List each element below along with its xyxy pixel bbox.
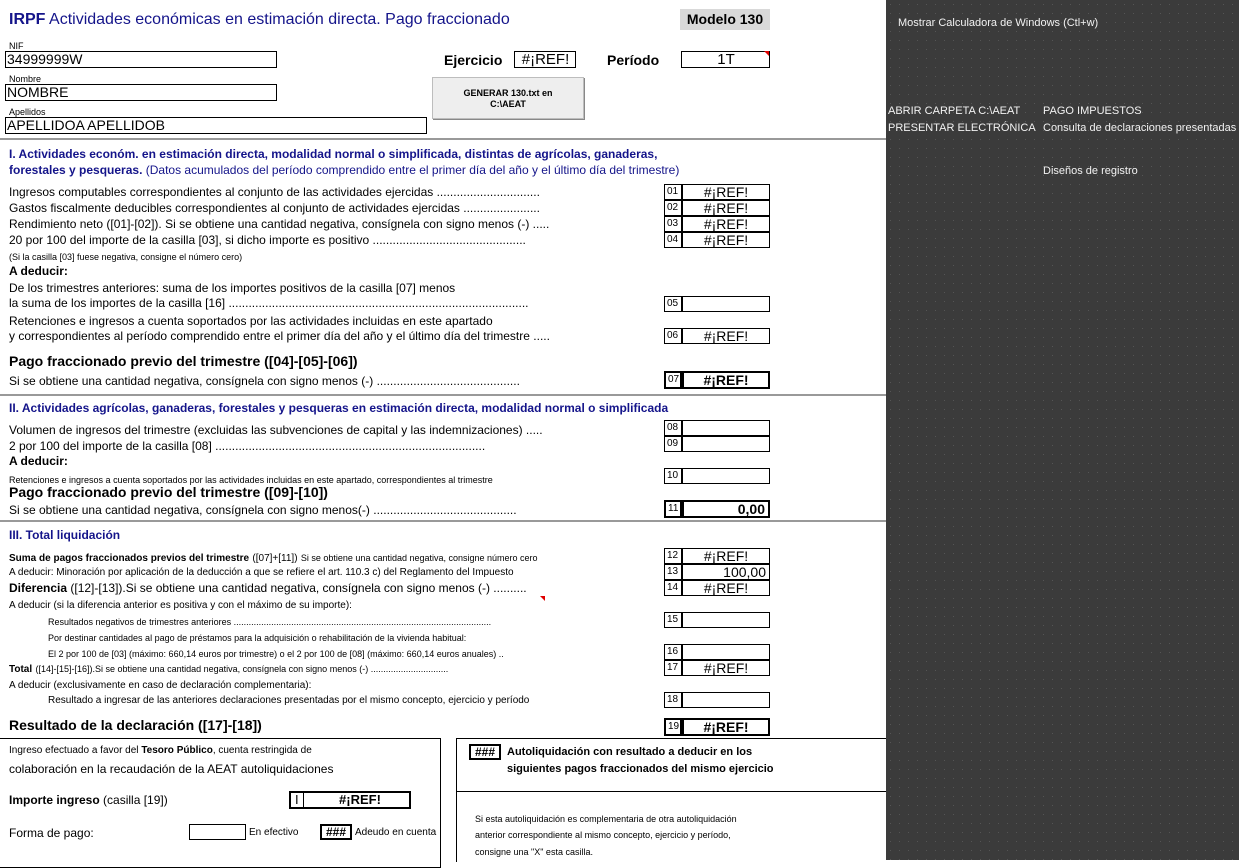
row04-note: (Si la casilla [03] fuese negativa, consigne el número cero) — [9, 252, 243, 262]
row05-label-a: De los trimestres anteriores: suma de los importes positivos de la casilla [07] menos — [9, 281, 456, 295]
row14-rest: ([12]-[13]).Si se obtiene una cantidad negativa, consígnela con signo menos (-) .......... — [70, 581, 527, 595]
autoliq-line1: Autoliquidación con resultado a deducir en los — [507, 746, 753, 758]
casilla-10-value[interactable] — [682, 468, 770, 484]
autoliq-line2: siguientes pagos fraccionados del mismo ejercicio — [507, 763, 774, 775]
section1-title-2 — [9, 163, 679, 177]
casilla-08-number: 08 — [664, 420, 682, 436]
ejercicio-field[interactable]: #¡REF! — [514, 51, 576, 68]
row12-small: Si se obtiene una cantidad negativa, consigne número cero — [300, 553, 538, 563]
casilla-06-value[interactable]: #¡REF! — [682, 328, 770, 344]
nif-field[interactable]: 34999999W — [5, 51, 277, 68]
divider — [0, 520, 886, 522]
page-title — [9, 11, 510, 29]
ingreso-bold: Tesoro Público — [141, 745, 213, 756]
importe-label — [9, 793, 168, 807]
casilla-01-value[interactable]: #¡REF! — [682, 184, 770, 200]
row17-label — [9, 661, 448, 677]
nif-label: NIF — [9, 41, 24, 51]
section1-title-1: I. Actividades económ. en estimación directa, modalidad normal o simplificada, distintas de agrícolas, ganaderas, — [9, 147, 658, 161]
casilla-02-value[interactable]: #¡REF! — [682, 200, 770, 216]
pago-impuestos-link[interactable]: PAGO IMPUESTOS — [1043, 105, 1142, 117]
complementaria-line3: consigne una "X" esta casilla. — [475, 847, 593, 857]
row17-bold: Total — [9, 664, 33, 675]
casilla-13-number: 13 — [664, 564, 682, 580]
apellidos-field[interactable]: APELLIDOA APELLIDOB — [5, 117, 427, 134]
importe-prefix: I — [295, 793, 304, 807]
row07-label: Si se obtiene una cantidad negativa, consígnela con signo menos (-) ........................................... — [9, 374, 520, 388]
casilla-11-number: 11 — [664, 500, 682, 518]
section1-title-bold: forestales y pesqueras. — [9, 163, 143, 177]
casilla-19-value[interactable]: #¡REF! — [682, 718, 770, 736]
casilla-09-value[interactable] — [682, 436, 770, 452]
abrir-carpeta-link[interactable]: ABRIR CARPETA C:\AEAT — [888, 105, 1021, 117]
row01-label: Ingresos computables correspondientes al conjunto de las actividades ejercidas ............................... — [9, 185, 540, 199]
row12-rest: ([07]+[11]) — [252, 553, 298, 564]
casilla-08-value[interactable] — [682, 420, 770, 436]
divider — [456, 792, 457, 862]
row13-label: A deducir: Minoración por aplicación de la deducción a que se refiere el art. 110.3 c) del Reglamento del Impuesto — [9, 567, 514, 578]
casilla-02-number: 02 — [664, 200, 682, 216]
ejercicio-label: Ejercicio — [444, 52, 503, 68]
row06-label-b: y correspondientes al período comprendido entre el primer día del año y el último día del trimestre ..... — [9, 329, 550, 343]
pago1-title: Pago fraccionado previo del trimestre ([04]-[05]-[06]) — [9, 353, 358, 369]
row02-label: Gastos fiscalmente deducibles correspondientes al conjunto de actividades ejercidas ....................... — [9, 201, 540, 215]
casilla-03-number: 03 — [664, 216, 682, 232]
complementaria-line1: Si esta autoliquidación es complementaria de otra autoliquidación — [475, 814, 737, 824]
autoliq-checkbox[interactable]: ### — [469, 744, 501, 760]
calculator-link[interactable]: Mostrar Calculadora de Windows (Ctl+w) — [898, 17, 1099, 29]
casilla-04-value[interactable]: #¡REF! — [682, 232, 770, 248]
deducir-label: A deducir: — [9, 264, 68, 278]
title-strong: IRPF — [9, 11, 46, 28]
divider — [0, 394, 886, 396]
row03-label: Rendimiento neto ([01]-[02]). Si se obtiene una cantidad negativa, consígnela con signo menos (-) ..... — [9, 217, 550, 231]
casilla-11-value[interactable]: 0,00 — [682, 500, 770, 518]
casilla-09-number: 09 — [664, 436, 682, 452]
title-rest: Actividades económicas en estimación directa. Pago fraccionado — [49, 11, 510, 28]
casilla-07-value[interactable]: #¡REF! — [682, 371, 770, 389]
comment-marker — [764, 51, 769, 56]
comment-marker — [540, 596, 545, 601]
casilla-12-number: 12 — [664, 548, 682, 564]
casilla-17-number: 17 — [664, 660, 682, 676]
ingreso-post: , cuenta restringida de — [212, 745, 312, 756]
generate-line1: GENERAR 130.txt en — [463, 88, 553, 98]
casilla-15-number: 15 — [664, 612, 682, 628]
importe-box[interactable] — [289, 791, 411, 809]
apellidos-label: Apellidos — [9, 107, 46, 117]
row06-label-a: Retenciones e ingresos a cuenta soportados por las actividades incluidas en este apartado — [9, 314, 493, 328]
efectivo-checkbox[interactable] — [189, 824, 246, 840]
modelo-badge: Modelo 130 — [680, 9, 770, 30]
row16-label-a: Por destinar cantidades al pago de préstamos para la adquisición o rehabilitación de la vivienda habitual: — [48, 633, 467, 643]
disenos-registro-link[interactable]: Diseños de registro — [1043, 165, 1138, 177]
section2-title: II. Actividades agrícolas, ganaderas, forestales y pesqueras en estimación directa, modalidad normal o simplificada — [9, 401, 669, 415]
adeudo-label: Adeudo en cuenta — [355, 827, 437, 838]
generate-130-button[interactable] — [432, 77, 584, 119]
macro-panel — [886, 0, 1239, 860]
casilla-15-value[interactable] — [682, 612, 770, 628]
row12-bold: Suma de pagos fraccionados previos del trimestre — [9, 553, 250, 564]
forma-pago-label: Forma de pago: — [9, 826, 94, 840]
row12-label — [9, 550, 538, 566]
pago2-title: Pago fraccionado previo del trimestre ([09]-[10]) — [9, 484, 328, 500]
row17-rest: ([14]-[15]-[16]).Si se obtiene una cantidad negativa, consígnela con signo menos (-) ............................... — [35, 664, 449, 674]
deducir2-label: A deducir: — [9, 454, 68, 468]
row09-label: 2 por 100 del importe de la casilla [08] ................................................................................. — [9, 439, 486, 453]
casilla-13-value[interactable]: 100,00 — [682, 564, 770, 580]
efectivo-label: En efectivo — [249, 827, 299, 838]
row16-label-b: El 2 por 100 de [03] (máximo: 660,14 euros por trimestre) o el 2 por 100 de [08] (máximo: 660,14 euros anuales) .. — [48, 649, 504, 659]
row18-label: Resultado a ingresar de las anteriores declaraciones presentadas por el mismo concepto, ejercicio y período — [48, 695, 530, 706]
casilla-14-number: 14 — [664, 580, 682, 596]
importe-rest: (casilla [19]) — [103, 793, 168, 807]
row14-label — [9, 581, 527, 595]
casilla-17-value[interactable]: #¡REF! — [682, 660, 770, 676]
nombre-field[interactable]: NOMBRE — [5, 84, 277, 101]
casilla-18-value[interactable] — [682, 692, 770, 708]
ingreso-pre: Ingreso efectuado a favor del — [9, 745, 139, 756]
section3-title: III. Total liquidación — [9, 528, 121, 542]
casilla-01-number: 01 — [664, 184, 682, 200]
casilla-05-value[interactable] — [682, 296, 770, 312]
casilla-14-value[interactable]: #¡REF! — [682, 580, 770, 596]
divider — [0, 138, 886, 140]
casilla-10-number: 10 — [664, 468, 682, 484]
casilla-18-number: 18 — [664, 692, 682, 708]
section1-title-rest: (Datos acumulados del período comprendido entre el primer día del año y el último día del trimestre) — [145, 163, 680, 177]
complementaria-line2: anterior correspondiente al mismo concepto, ejercicio y período, — [475, 830, 731, 840]
consulta-declaraciones-link[interactable]: Consulta de declaraciones presentadas — [1043, 122, 1237, 134]
row05-label-b: la suma de los importes de la casilla [16] .......................................................................................... — [9, 296, 529, 310]
presentar-electronica-link[interactable]: PRESENTAR ELECTRÓNICA — [888, 122, 1036, 134]
row10-label: Retenciones e ingresos a cuenta soportados por las actividades incluidas en este apartado, correspondientes al trimestre — [9, 475, 493, 485]
casilla-03-value[interactable]: #¡REF! — [682, 216, 770, 232]
importe-bold: Importe ingreso — [9, 793, 100, 807]
casilla-06-number: 06 — [664, 328, 682, 344]
casilla-04-number: 04 — [664, 232, 682, 248]
row11-label: Si se obtiene una cantidad negativa, consígnela con signo menos(-) ........................................... — [9, 503, 517, 517]
ingreso-line2: colaboración en la recaudación de la AEAT autoliquidaciones — [9, 762, 334, 776]
casilla-05-number: 05 — [664, 296, 682, 312]
deducir4-label: A deducir (exclusivamente en caso de declaración complementaria): — [9, 680, 312, 691]
casilla-07-number: 07 — [664, 371, 682, 389]
importe-value: #¡REF! — [339, 792, 381, 807]
row15-label: Resultados negativos de trimestres anteriores ....................................................................................................... — [48, 617, 492, 627]
row04-label: 20 por 100 del importe de la casilla [03], si dicho importe es positivo .............................................. — [9, 233, 526, 247]
ingreso-line1 — [9, 744, 312, 758]
casilla-16-number: 16 — [664, 644, 682, 660]
casilla-12-value[interactable]: #¡REF! — [682, 548, 770, 564]
casilla-16-value[interactable] — [682, 644, 770, 660]
resultado-title: Resultado de la declaración ([17]-[18]) — [9, 717, 262, 733]
deducir3-label: A deducir (si la diferencia anterior es positiva y con el máximo de su importe): — [9, 600, 352, 611]
nombre-label: Nombre — [9, 74, 42, 84]
row14-bold: Diferencia — [9, 581, 68, 595]
periodo-label: Período — [607, 52, 660, 68]
generate-line2: C:\AEAT — [490, 99, 526, 109]
casilla-19-number: 19 — [664, 718, 682, 736]
periodo-field[interactable]: 1T — [681, 51, 770, 68]
row08-label: Volumen de ingresos del trimestre (excluidas las subvenciones de capital y las indemnizaciones) ..... — [9, 423, 543, 437]
adeudo-checkbox[interactable]: ### — [320, 824, 352, 840]
